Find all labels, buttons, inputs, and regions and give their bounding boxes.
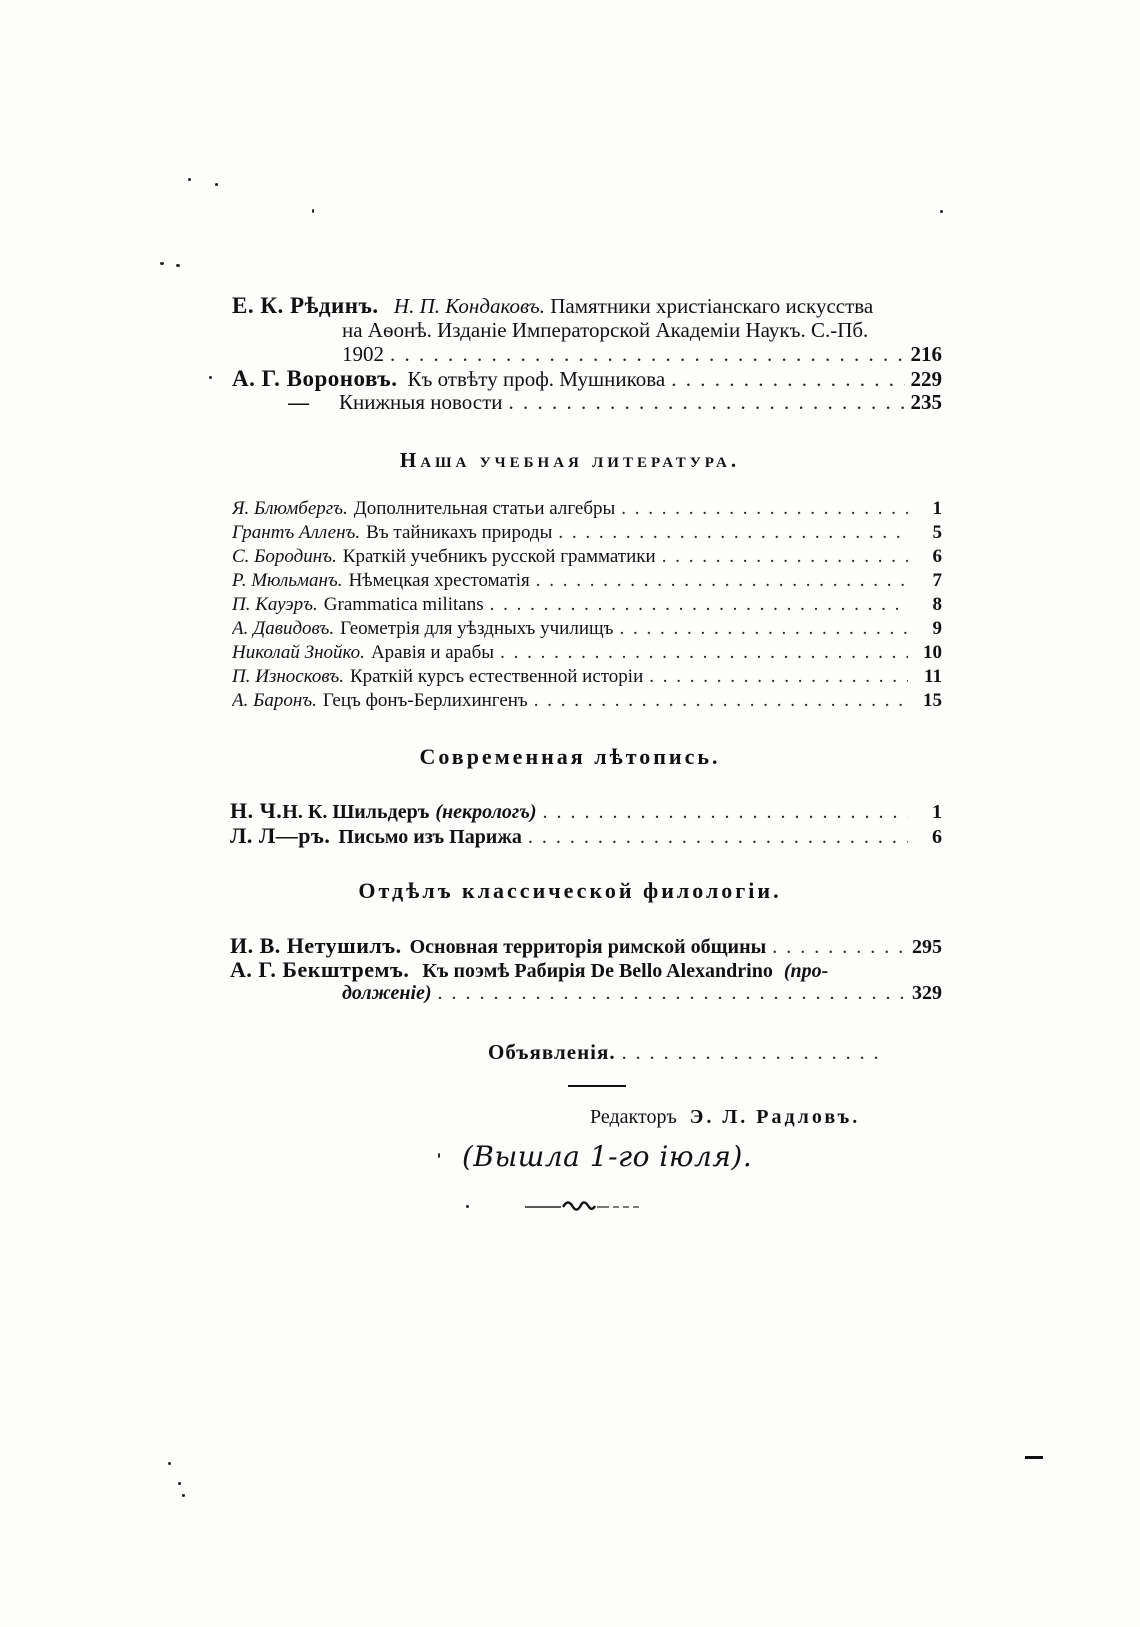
entry-author: А. Г. Вороновъ. — [232, 366, 398, 391]
section-title-literature: Наша учебная литература. — [399, 448, 741, 472]
dot-leader — [622, 1042, 888, 1065]
toc-author: Р. Мюльманъ. — [232, 570, 343, 591]
speck — [176, 264, 180, 267]
page-number: 7 — [932, 570, 942, 591]
dot-leader — [390, 342, 905, 367]
entry-redin-line1 — [232, 293, 873, 319]
toc-line — [232, 642, 942, 664]
toc-line — [230, 933, 942, 959]
speck — [209, 376, 212, 379]
dot-leader — [619, 618, 908, 640]
entry-title: Книжныя новости — [339, 390, 503, 414]
toc-author: Н. Ч. — [230, 798, 283, 823]
toc-author: И. В. Нетушилъ. — [230, 933, 402, 958]
toc-line — [232, 690, 942, 712]
dot-leader — [662, 546, 908, 568]
page-number: 6 — [932, 826, 942, 848]
speck — [940, 210, 943, 213]
toc-line — [230, 798, 942, 824]
toc-author: А. Давидовъ. — [232, 618, 335, 639]
toc-title: Въ тайникахъ природы — [366, 522, 553, 543]
toc-line — [232, 666, 942, 688]
toc-line — [230, 823, 942, 849]
toc-title: Къ поэмѣ Рабирія De Bello Alexandrino — [422, 960, 773, 982]
entry-dash: — — [288, 390, 309, 414]
toc-author: П. Износковъ. — [232, 666, 344, 687]
dot-leader — [671, 367, 904, 392]
toc-title: Краткій учебникъ русской грамматики — [342, 546, 656, 567]
page-number: 229 — [910, 367, 942, 391]
page-number: 235 — [910, 390, 942, 414]
toc-line — [232, 570, 942, 592]
toc-title: Письмо изъ Парижа — [338, 826, 522, 848]
speck — [312, 209, 314, 213]
dot-leader — [772, 936, 906, 959]
entry-title-cont: на Аѳонѣ. Изданіе Императорской Академіи Наукъ. С.-Пб. — [342, 318, 869, 342]
page-number: 15 — [923, 690, 942, 711]
entry-redin-line2 — [342, 318, 868, 343]
handwritten-date-note: (Вышла 1-го іюля). — [462, 1140, 753, 1173]
margin-mark — [1025, 1456, 1043, 1459]
page-number: 8 — [932, 594, 942, 615]
dot-leader — [528, 826, 908, 849]
speck — [168, 1462, 171, 1465]
page-number: 11 — [924, 666, 942, 687]
speck — [438, 1153, 440, 1158]
toc-author: П. Кауэръ. — [232, 594, 318, 615]
entry-subject-author: Н. П. Кондаковъ. — [393, 294, 545, 318]
speck — [160, 262, 164, 265]
speck — [178, 1482, 181, 1485]
speck — [188, 178, 191, 181]
section-title-philology: Отдѣлъ классической филологіи. — [358, 878, 782, 903]
toc-author: Грантъ Алленъ. — [232, 522, 361, 543]
toc-title: Grammatica militans — [323, 594, 484, 615]
toc-title: Н. К. Шильдеръ — [282, 801, 430, 823]
entry-book-news — [288, 390, 942, 415]
toc-title: Краткій курсъ естественной исторіи — [350, 666, 644, 687]
entry-year: 1902 — [342, 342, 384, 366]
toc-line — [232, 546, 942, 568]
page-number: 1 — [932, 498, 942, 519]
editor-line — [590, 1106, 860, 1129]
announcements-label: Объявленія. — [488, 1040, 616, 1064]
dot-leader — [534, 690, 908, 712]
toc-note: (про- — [783, 960, 829, 982]
toc-title: Дополнительная статьи алгебры — [353, 498, 616, 519]
page-number: 1 — [932, 801, 942, 823]
toc-line — [230, 957, 828, 983]
editor-label: Редакторъ — [590, 1106, 677, 1128]
dot-leader — [558, 522, 908, 544]
speck — [215, 183, 218, 186]
entry-author: Е. К. Рѣдинъ. — [232, 293, 379, 318]
toc-title: Аравія и арабы — [370, 642, 495, 663]
dot-leader — [500, 642, 908, 664]
page-number: 216 — [910, 342, 942, 366]
dot-leader — [490, 594, 908, 616]
divider-rule — [568, 1085, 626, 1087]
toc-line — [232, 618, 942, 640]
entry-title: Памятники христіанскаго искусства — [550, 294, 874, 318]
toc-line — [232, 594, 942, 616]
toc-line-cont — [342, 982, 942, 1005]
toc-title: Нѣмецкая хрестоматія — [348, 570, 530, 591]
entry-redin-line3 — [342, 342, 942, 367]
speck — [182, 1494, 185, 1497]
toc-line — [232, 522, 942, 544]
dot-leader — [649, 666, 908, 688]
toc-author: А. Г. Бекштремъ. — [230, 957, 410, 982]
page-number: 9 — [932, 618, 942, 639]
speck — [466, 1205, 469, 1208]
toc-author: Я. Блюмбергъ. — [232, 498, 348, 519]
page-number: 10 — [923, 642, 942, 663]
page-number: 6 — [932, 546, 942, 567]
toc-note: (некрологъ) — [435, 801, 537, 823]
toc-author: Николай Знойко. — [232, 642, 365, 663]
toc-author: А. Баронъ. — [232, 690, 317, 711]
page-number: 295 — [912, 936, 942, 958]
page-number: 329 — [912, 982, 942, 1004]
toc-note: долженіе) — [342, 982, 432, 1004]
dot-leader — [621, 498, 908, 520]
page-number: 5 — [932, 522, 942, 543]
announcements-line — [488, 1040, 888, 1065]
editor-name: Э. Л. Радловъ. — [689, 1106, 861, 1128]
toc-author: Л. Л—ръ. — [230, 823, 331, 848]
dot-leader — [509, 390, 905, 415]
fleuron-ornament — [525, 1196, 641, 1216]
dot-leader — [543, 801, 908, 824]
toc-author: С. Бородинъ. — [232, 546, 337, 567]
toc-title: Основная территорія римской общины — [409, 936, 767, 958]
section-title-chronicle: Современная лѣтопись. — [419, 744, 721, 769]
toc-title: Гецъ фонъ-Берлихингенъ — [322, 690, 528, 711]
entry-voronov — [232, 366, 942, 392]
dot-leader — [536, 570, 908, 592]
toc-title: Геометрія для уѣздныхъ училищъ — [340, 618, 614, 639]
entry-title: Къ отвѣту проф. Мушникова — [407, 367, 666, 391]
toc-line — [232, 498, 942, 520]
dot-leader — [438, 982, 906, 1005]
